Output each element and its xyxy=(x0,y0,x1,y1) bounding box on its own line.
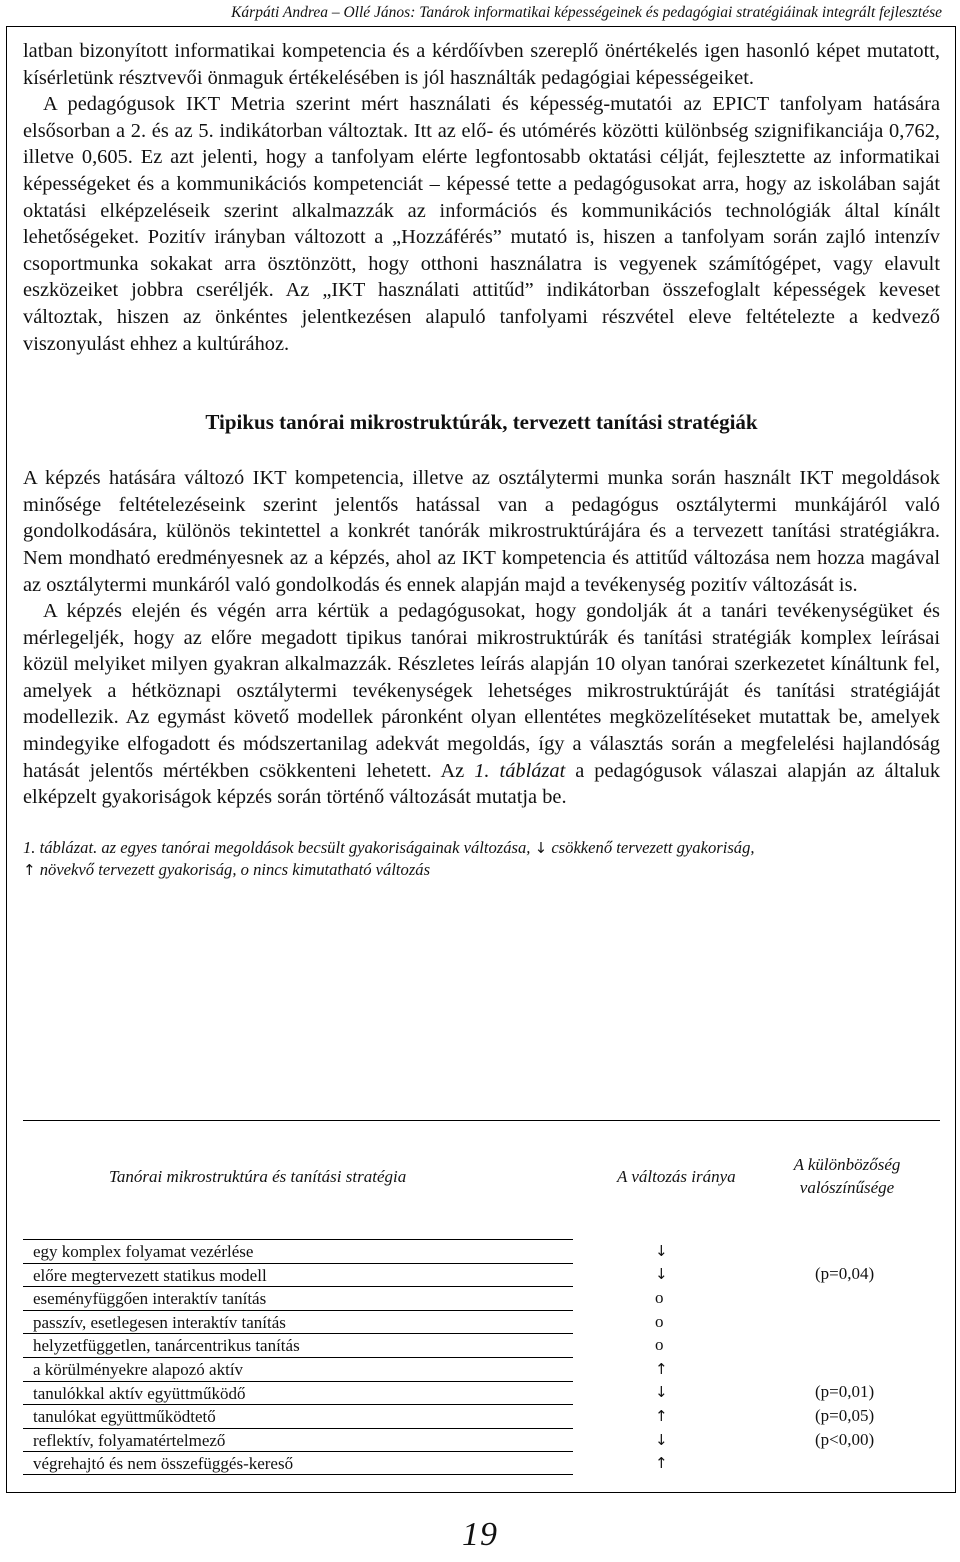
row-label: helyzetfüggetlen, tanárcentrikus tanítás xyxy=(23,1333,573,1357)
table-row xyxy=(23,1310,940,1334)
row-direction xyxy=(617,1382,754,1402)
caption-part-3: növekvő tervezett gyakoriság, o nincs kimutatható változás xyxy=(35,859,431,879)
row-label: tanulókkal aktív együttműködő xyxy=(23,1381,573,1405)
table-row xyxy=(23,1428,940,1452)
row-label: egy komplex folyamat vezérlése xyxy=(23,1239,573,1263)
paragraph-4 xyxy=(23,598,940,811)
direction-icon: ↓ xyxy=(655,1265,668,1284)
table-header-row xyxy=(23,1121,940,1231)
main-content xyxy=(23,38,940,881)
row-label: előre megtervezett statikus modell xyxy=(23,1263,573,1287)
arrow-down-icon: ↓ xyxy=(534,838,548,857)
direction-icon: o xyxy=(655,1287,664,1307)
page-bottom-rule xyxy=(6,1492,955,1493)
header-strategy: Tanórai mikrostruktúra és tanítási stratégia xyxy=(109,1166,407,1186)
paragraph-2: A pedagógusok IKT Metria szerint mért használati és képesség-mutatói az EPICT tanfolyam hatására elsősorban a 2. és az 5. indikátorban változtak. Itt az elő- és utómérés közötti különbség szignifikanciája 0,762, illetve 0,605. Ez azt jelenti, hogy a tanfolyam elérte legfontosabb oktatási célját, fejlesztette az informatikai képességeket és a kommunikációs kompetenciát – képessé tette a pedagógusokat arra, hogy az iskolában saját oktatási elképzeléseik szerint alkalmazzák az információs és kommunikációs technológiák által kínált lehetőségeket. Pozitív irányban változott a „Hozzáférés” mutató is, hiszen a tanfolyam során zajló intenzív csoportmunka sokakat arra ösztönzött, hogy otthoni használatra is vegyenek számítógépet, vagy elavult eszközeiket jobbra cseréljék. Az „IKT használati attitűd” indikátorban összefoglalt képességek keveset változtak, hiszen az önkéntes jelentkezésen alapuló tanfolyami részvétel eleve feltételezte a kedvező viszonyulást ehhez a kultúrához. xyxy=(23,93,940,355)
table-row xyxy=(23,1286,940,1310)
row-probability: (p<0,00) xyxy=(815,1429,875,1449)
caption-part-2: csökkenő tervezett gyakoriság, xyxy=(547,837,755,857)
direction-icon: o xyxy=(655,1311,664,1331)
row-label: eseményfüggően interaktív tanítás xyxy=(23,1286,573,1310)
table-row xyxy=(23,1404,940,1428)
direction-icon: ↑ xyxy=(655,1454,668,1473)
page-number: 19 xyxy=(462,1516,498,1553)
header-probability: A különbözőség valószínűsége xyxy=(793,1155,901,1197)
row-direction xyxy=(617,1264,754,1284)
row-direction xyxy=(617,1312,754,1332)
direction-icon: ↑ xyxy=(655,1406,668,1425)
row-probability: (p=0,04) xyxy=(815,1264,875,1284)
row-direction xyxy=(617,1335,754,1355)
row-probability: (p=0,01) xyxy=(815,1382,875,1402)
row-label: tanulókat együttműködtető xyxy=(23,1404,573,1428)
row-label: a körülményekre alapozó aktív xyxy=(23,1357,573,1381)
direction-icon: ↓ xyxy=(655,1430,668,1449)
table-row xyxy=(23,1381,940,1405)
row-direction xyxy=(617,1406,754,1426)
paragraph-1: latban bizonyított informatikai kompetencia és a kérdőívben szereplő önértékelés igen hasonló képet mutatott, kísérletünk résztvevői önmaguk értékelésében is jól használták pedagógiai képességeiket. xyxy=(23,40,940,89)
running-header: Kárpáti Andrea – Ollé János: Tanárok informatikai képességeinek és pedagógiai stratégiáinak integrált fejlesztése xyxy=(231,4,942,21)
section-title: Tipikus tanórai mikrostruktúrák, tervezett tanítási stratégiák xyxy=(205,410,758,435)
table-row xyxy=(23,1451,940,1475)
row-direction xyxy=(617,1430,754,1450)
row-direction xyxy=(617,1453,754,1473)
table-row xyxy=(23,1357,940,1381)
paragraph-3: A képzés hatására változó IKT kompetencia, illetve az osztálytermi munka során használt IKT megoldások minősége feltételezéseink szerint jelentős hatással van a pedagógus osztálytermi munkájáról való gondolkodására, különös tekintettel a konkrét tanórák mikrostruktúrájára és a tervezett tanítási stratégiákra. Nem mondható eredményesnek az a képzés, ahol az IKT kompetencia és attitűd változása nem hozza magával az osztálytermi munkáról való gondolkodás és ennek alapján majd a tevékenység pozitív változását is. xyxy=(23,467,940,596)
table-row xyxy=(23,1333,940,1357)
row-direction xyxy=(617,1288,754,1308)
table-row xyxy=(23,1263,940,1287)
header-direction: A változás iránya xyxy=(617,1166,736,1186)
direction-icon: o xyxy=(655,1335,664,1355)
caption-part-1: 1. táblázat. az egyes tanórai megoldások becsült gyakoriságainak változása, xyxy=(23,837,535,857)
row-direction xyxy=(617,1359,754,1379)
row-direction xyxy=(617,1241,754,1261)
row-label: reflektív, folyamatértelmező xyxy=(23,1428,573,1452)
table-body xyxy=(23,1239,940,1475)
results-table xyxy=(23,1120,940,1475)
table-reference: 1. táblázat xyxy=(474,759,566,782)
paragraph-4-end: a pedagógusok válaszai alapján az általuk elképzelt gyakoriságok képzés során történő változását mutatja be. xyxy=(23,759,941,809)
direction-icon: ↑ xyxy=(655,1359,668,1378)
direction-icon: ↓ xyxy=(655,1383,668,1402)
arrow-up-icon: ↑ xyxy=(23,860,36,879)
paragraph-4-start: A képzés elején és végén arra kértük a pedagógusokat, hogy gondolják át a tanári tevékenységüket és mérlegeljék, hogy az előre megadott tipikus tanórai mikrostruktúrák és tanítási stratégiák komplex leírásai közül melyiket milyen gyakran alkalmazzák. Részletes leírás alapján 10 olyan tanórai szerkezetet kínáltunk fel, amelyek a hétköznapi osztálytermi tevékenységek lehetséges mikrostruktúráját és tanítási stratégiáját modellezik. Az egymást követő modellek páronként olyan ellentétes megközelítéseket mutattak be, amelyek mindegyike elfogadott és módszertanilag adekvát megoldás, így a választás során a megfelelési hajlandóság hatását jelentős mértékben csökkenteni lehetett. Az xyxy=(23,600,940,782)
row-probability: (p=0,05) xyxy=(815,1405,875,1425)
direction-icon: ↓ xyxy=(655,1241,668,1260)
row-label: passzív, esetlegesen interaktív tanítás xyxy=(23,1310,573,1334)
table-caption xyxy=(23,837,940,881)
table-row xyxy=(23,1239,940,1263)
row-label: végrehajtó és nem összefüggés-kereső xyxy=(23,1451,573,1475)
